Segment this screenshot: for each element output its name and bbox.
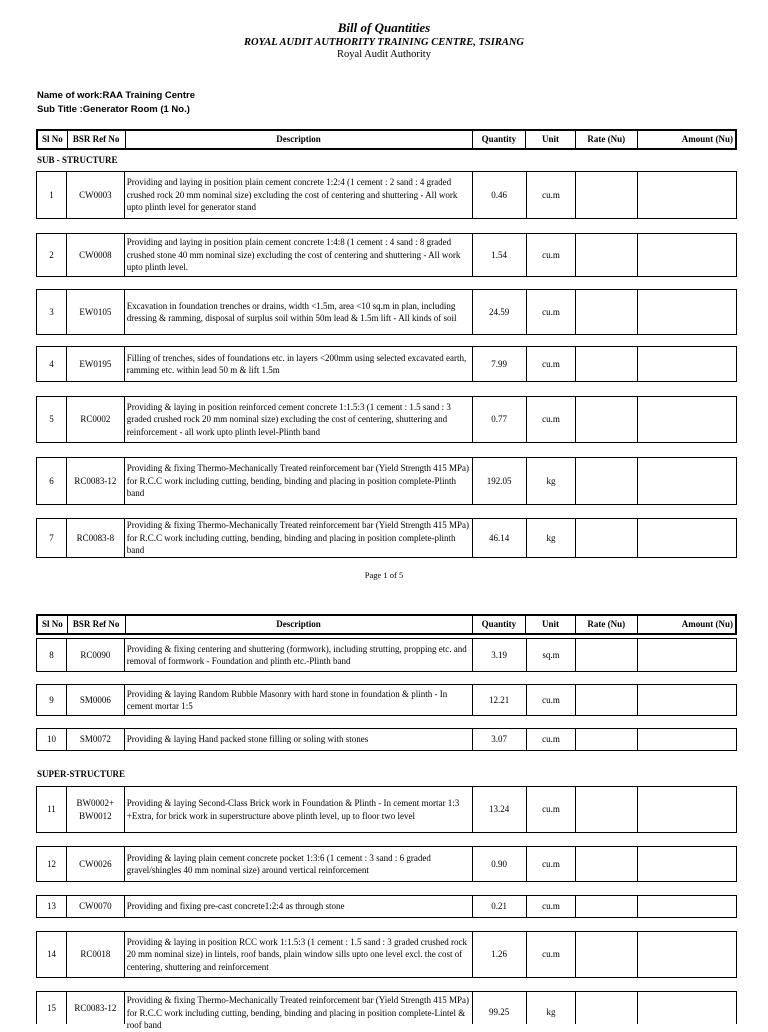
row-unit: cu.m	[527, 787, 577, 832]
row-quantity: 1.54	[473, 234, 527, 276]
organization-name: ROYAL AUDIT AUTHORITY TRAINING CENTRE, TSIRANG	[243, 37, 525, 48]
row-description: Filling of trenches, sides of foundations etc. in layers <200mm using selected excavated earth, ramming etc. within lead 50 m & lift 1.5m	[125, 347, 473, 381]
section-sub-structure: SUB - STRUCTURE	[37, 155, 118, 165]
row-rate	[576, 787, 638, 832]
row-description: Providing and laying in position plain cement concrete 1:4:8 (1 cement : 4 sand : 8 graded crushed stone 40 mm nominal size) excluding the cost of centering and shuttering - All work upto plinth level.	[125, 234, 473, 276]
row-bsr-ref: CW0026	[67, 847, 125, 881]
work-name: Name of work:RAA Training Centre	[37, 90, 196, 101]
row-bsr-ref	[67, 787, 125, 832]
row-bsr-ref: CW0008	[67, 234, 125, 276]
row-unit: kg	[527, 992, 577, 1024]
row-rate	[576, 685, 638, 715]
row-bsr-ref: RC0018	[67, 932, 125, 977]
header-unit: Unit	[526, 131, 576, 148]
row-quantity: 0.90	[473, 847, 527, 881]
row-unit: cu.m	[527, 234, 577, 276]
row-quantity: 13.24	[473, 787, 527, 832]
row-rate	[576, 397, 638, 442]
row-rate	[576, 172, 638, 218]
row-rate	[576, 992, 638, 1024]
header-description: Description	[126, 131, 473, 148]
table-row	[36, 728, 737, 751]
document-title: Bill of Quantities	[337, 20, 431, 35]
row-quantity: 0.77	[473, 397, 527, 442]
row-unit: cu.m	[527, 896, 577, 917]
row-unit: cu.m	[527, 347, 577, 381]
row-bsr-ref: RC0083-12	[67, 992, 125, 1024]
row-quantity: 99.25	[473, 992, 527, 1024]
row-amount	[638, 397, 736, 442]
row-amount	[638, 992, 736, 1024]
row-bsr-ref: SM0006	[67, 685, 125, 715]
row-amount	[638, 234, 736, 276]
row-sl-no: 4	[37, 347, 67, 381]
table-row	[36, 171, 737, 219]
table-row	[36, 396, 737, 443]
row-quantity: 1.26	[473, 932, 527, 977]
row-bsr-ref: CW0003	[67, 172, 125, 218]
table-row	[36, 895, 737, 918]
row-quantity: 7.99	[473, 347, 527, 381]
row-sl-no: 12	[37, 847, 67, 881]
row-unit: cu.m	[527, 290, 577, 334]
row-description: Providing & laying in position reinforced cement concrete 1:1.5:3 (1 cement : 1.5 sand : 3 graded crushed rock 20 mm nominal size) excluding the cost of centering, shuttering and reinforcement - all work upto plinth level-Plinth band	[125, 397, 473, 442]
row-amount	[638, 290, 736, 334]
bsr-ref-line: BW0002+ BW0012	[76, 798, 115, 821]
table-row	[36, 786, 737, 833]
row-rate	[576, 847, 638, 881]
table-row	[36, 289, 737, 335]
row-rate	[576, 458, 638, 504]
row-unit: sq.m	[527, 639, 577, 671]
header-quantity: Quantity	[473, 131, 527, 148]
header-sl-no: Sl No	[38, 616, 68, 633]
row-amount	[638, 847, 736, 881]
row-amount	[638, 896, 736, 917]
table-row	[36, 684, 737, 716]
header-amount: Amount (Nu)	[681, 619, 733, 630]
row-amount	[638, 172, 736, 218]
row-unit: kg	[527, 519, 577, 557]
row-description: Providing and fixing pre-cast concrete1:2:4 as through stone	[125, 896, 473, 917]
row-quantity: 46.14	[473, 519, 527, 557]
row-sl-no: 7	[37, 519, 67, 557]
row-unit: cu.m	[527, 847, 577, 881]
row-description: Providing & laying Random Rubble Masonry with hard stone in foundation & plinth - In cement mortar 1:5	[125, 685, 473, 715]
row-sl-no: 2	[37, 234, 67, 276]
row-unit: cu.m	[527, 729, 577, 750]
row-description: Excavation in foundation trenches or drains, width <1.5m, area <10 sq.m in plan, including dressing & ramming, disposal of surplus soil within 50m lead & 1.5m lift - All kinds of soil	[125, 290, 473, 334]
row-sl-no: 15	[37, 992, 67, 1024]
header-description: Description	[126, 616, 473, 633]
row-sl-no: 9	[37, 685, 67, 715]
row-sl-no: 5	[37, 397, 67, 442]
header-unit: Unit	[526, 616, 576, 633]
table-row	[36, 991, 737, 1030]
row-description: Providing & fixing Thermo-Mechanically Treated reinforcement bar (Yield Strength 415 MPa) for R.C.C work including cutting, bending, binding and placing in position complete-Plinth band	[125, 458, 473, 504]
row-unit: cu.m	[527, 397, 577, 442]
organization-subtitle: Royal Audit Authority	[337, 49, 431, 60]
row-unit: cu.m	[527, 932, 577, 977]
row-unit: kg	[527, 458, 577, 504]
row-sl-no: 14	[37, 932, 67, 977]
header-bsr-ref: BSR Ref No	[68, 616, 126, 633]
row-rate	[576, 896, 638, 917]
table-row	[36, 931, 737, 978]
row-quantity: 192.05	[473, 458, 527, 504]
row-bsr-ref: EW0105	[67, 290, 125, 334]
row-bsr-ref: RC0090	[67, 639, 125, 671]
header-bsr-ref: BSR Ref No	[68, 131, 126, 148]
row-description: Providing & laying plain cement concrete pocket 1:3:6 (1 cement : 3 sand : 6 graded gravel/shingles 40 mm nominal size) around vertical reinforcement	[125, 847, 473, 881]
row-amount	[638, 729, 736, 750]
row-sl-no: 13	[37, 896, 67, 917]
row-sl-no: 10	[37, 729, 67, 750]
row-unit: cu.m	[527, 172, 577, 218]
row-amount	[638, 685, 736, 715]
row-sl-no: 11	[37, 787, 67, 832]
row-quantity: 0.21	[473, 896, 527, 917]
row-rate	[576, 639, 638, 671]
table-header	[36, 614, 737, 635]
row-rate	[576, 729, 638, 750]
row-bsr-ref: RC0083-8	[67, 519, 125, 557]
row-description: Providing & laying in position RCC work 1:1.5:3 (1 cement : 1.5 sand : 3 graded crushed rock 20 mm nominal size) in lintels, roof bands, plain window sills upto one level excl. the cost of centering, shuttering and reinforcement	[125, 932, 473, 977]
row-quantity: 0.46	[473, 172, 527, 218]
table-row	[36, 346, 737, 382]
row-quantity: 3.19	[473, 639, 527, 671]
table-row	[36, 638, 737, 672]
row-rate	[576, 519, 638, 557]
row-rate	[576, 234, 638, 276]
row-quantity: 12.21	[473, 685, 527, 715]
header-rate: Rate (Nu)	[576, 131, 638, 148]
row-amount	[638, 458, 736, 504]
row-sl-no: 1	[37, 172, 67, 218]
row-bsr-ref: RC0002	[67, 397, 125, 442]
row-description: Providing and laying in position plain cement concrete 1:2:4 (1 cement : 2 sand : 4 graded crushed rock 20 mm nominal size) excluding the cost of centering and shuttering - All work upto plinth level for generator stand	[125, 172, 473, 218]
row-description: Providing & fixing Thermo-Mechanically Treated reinforcement bar (Yield Strength 415 MPa) for R.C.C work including cutting, bending, binding and placing in position complete-plinth band	[125, 519, 473, 557]
row-quantity: 3.07	[473, 729, 527, 750]
row-description: Providing & fixing centering and shuttering (formwork), including strutting, propping etc. and removal of formwork - Foundation and plinth etc.-Plinth band	[125, 639, 473, 671]
table-row	[36, 233, 737, 277]
page-number: Page 1 of 5	[364, 570, 404, 580]
row-description: Providing & laying Second-Class Brick work in Foundation & Plinth - In cement mortar 1:3 +Extra, for brick work in superstructure above plinth level, up to floor two level	[125, 787, 473, 832]
row-amount	[638, 347, 736, 381]
row-description: Providing & fixing Thermo-Mechanically Treated reinforcement bar (Yield Strength 415 MPa) for R.C.C work including cutting, bending, binding and placing in position complete-Lintel & roof band	[125, 992, 473, 1024]
row-description: Providing & laying Hand packed stone filling or soling with stones	[125, 729, 473, 750]
row-amount	[638, 519, 736, 557]
section-super-structure: SUPER-STRUCTURE	[37, 769, 126, 779]
header-quantity: Quantity	[473, 616, 527, 633]
table-row	[36, 846, 737, 882]
row-sl-no: 6	[37, 458, 67, 504]
table-row	[36, 518, 737, 558]
table-row	[36, 457, 737, 505]
row-sl-no: 3	[37, 290, 67, 334]
sub-title: Sub Title :Generator Room (1 No.)	[37, 104, 190, 115]
header-sl-no: Sl No	[38, 131, 68, 148]
row-amount	[638, 639, 736, 671]
row-amount	[638, 932, 736, 977]
row-amount	[638, 787, 736, 832]
table-header	[36, 129, 737, 150]
row-bsr-ref: EW0195	[67, 347, 125, 381]
row-bsr-ref: CW0070	[67, 896, 125, 917]
row-sl-no: 8	[37, 639, 67, 671]
row-rate	[576, 347, 638, 381]
row-rate	[576, 932, 638, 977]
row-bsr-ref: SM0072	[67, 729, 125, 750]
header-amount: Amount (Nu)	[681, 134, 733, 145]
row-unit: cu.m	[527, 685, 577, 715]
row-rate	[576, 290, 638, 334]
row-quantity: 24.59	[473, 290, 527, 334]
row-bsr-ref: RC0083-12	[67, 458, 125, 504]
header-rate: Rate (Nu)	[576, 616, 638, 633]
